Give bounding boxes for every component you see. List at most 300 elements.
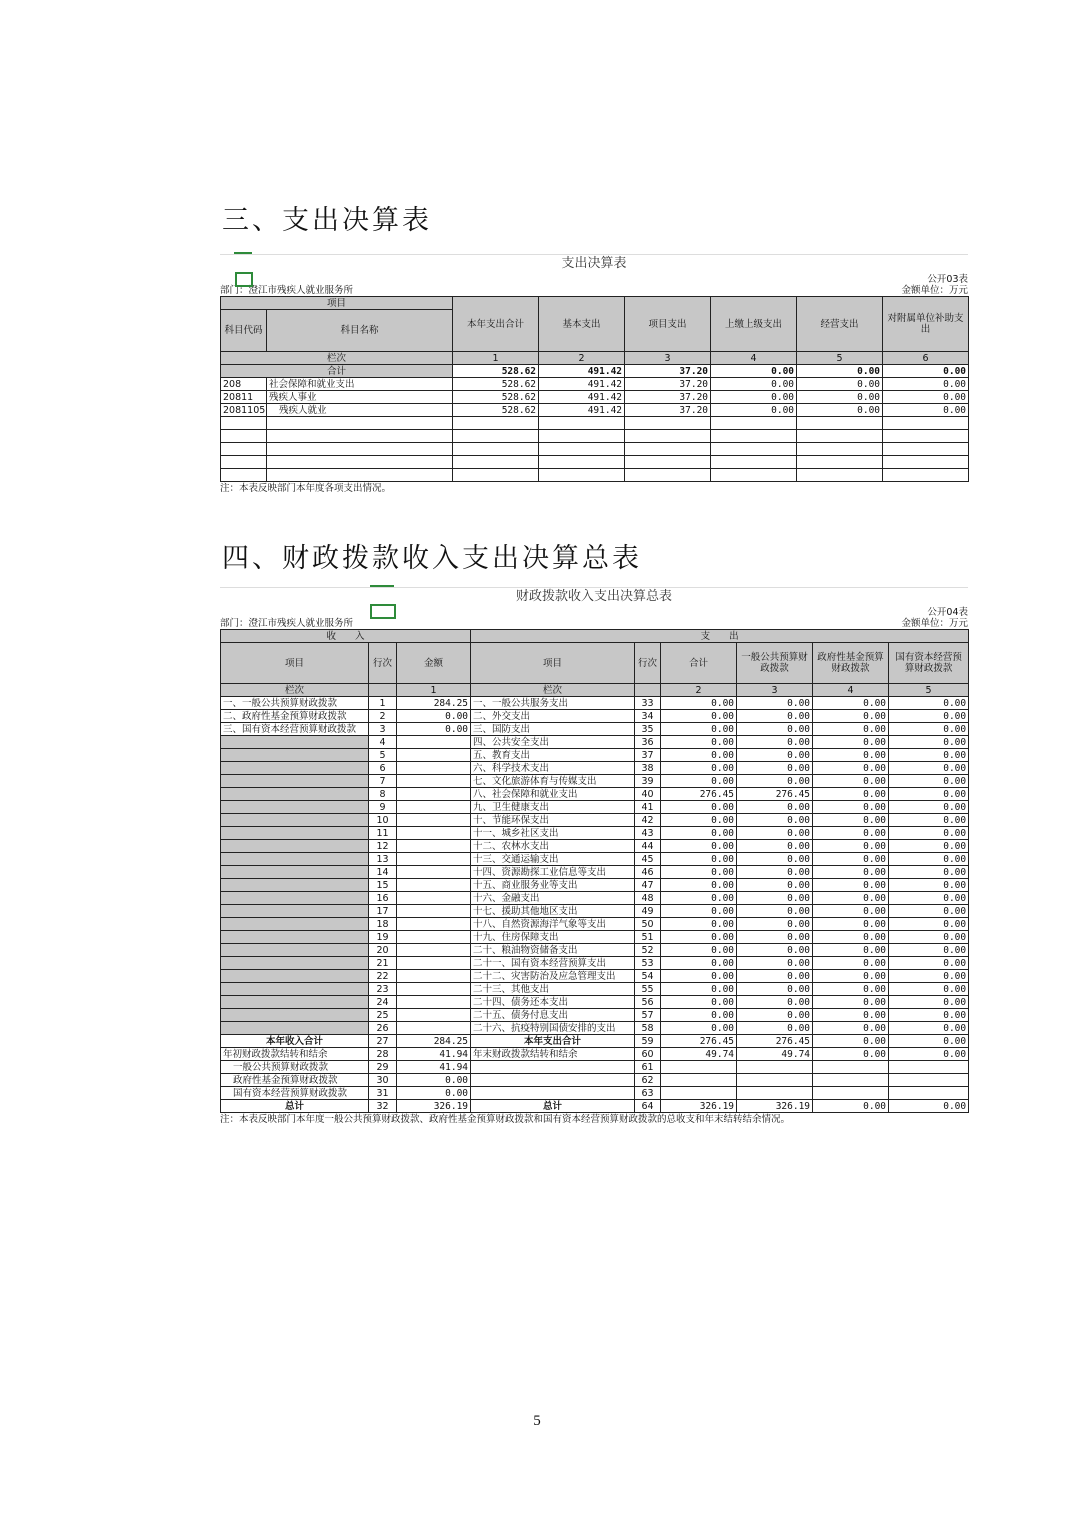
col-num: 4 [711,352,797,365]
value-cell: 0.00 [661,957,737,970]
header-item: 项目 [221,643,369,684]
value-cell: 0.00 [737,697,813,710]
expense-item-cell: 十七、援助其他地区支出 [471,905,635,918]
value-cell: 0.00 [737,918,813,931]
value-cell: 0.00 [813,944,889,957]
income-item-cell [221,931,369,944]
expense-item-cell: 二十六、抗疫特别国债安排的支出 [471,1022,635,1035]
table-row [221,814,969,827]
value-cell: 0.00 [661,879,737,892]
line-cell: 48 [635,892,661,905]
expense-item-cell: 十六、金融支出 [471,892,635,905]
value-cell [797,443,883,456]
expense-item-cell: 五、教育支出 [471,749,635,762]
line-cell: 22 [369,970,397,983]
value-cell [797,430,883,443]
code-cell: 208 [221,378,267,391]
line-cell: 61 [635,1061,661,1074]
expense-item-cell: 十二、农林水支出 [471,840,635,853]
total-cell: 528.62 [453,365,539,378]
value-cell [797,456,883,469]
value-cell: 276.45 [661,788,737,801]
amount-cell [397,866,471,879]
line-cell: 29 [369,1061,397,1074]
value-cell: 0.00 [737,866,813,879]
line-cell: 50 [635,918,661,931]
department-label: 部门：澄江市残疾人就业服务所 [220,618,354,629]
income-item-cell [221,840,369,853]
line-cell: 1 [369,697,397,710]
table-row [221,853,969,866]
value-cell: 0.00 [813,918,889,931]
value-cell [539,417,625,430]
value-cell: 0.00 [661,1009,737,1022]
value-cell [539,443,625,456]
col-num: 1 [453,352,539,365]
value-cell: 0.00 [889,905,969,918]
code-cell [221,417,267,430]
line-cell: 2 [369,710,397,723]
col-num: 2 [539,352,625,365]
amount-cell [397,918,471,931]
income-item-cell [221,983,369,996]
value-cell [737,1061,813,1074]
value-cell: 0.00 [889,814,969,827]
cell-selection-bar [370,585,394,587]
table-row [221,697,969,710]
line-cell: 24 [369,996,397,1009]
income-item-cell [221,775,369,788]
expense-item-cell: 十四、资源勘探工业信息等支出 [471,866,635,879]
expense-item-cell: 二十四、债务还本支出 [471,996,635,1009]
value-cell [883,443,969,456]
line-cell: 57 [635,1009,661,1022]
value-cell: 0.00 [813,931,889,944]
value-cell [539,456,625,469]
value-cell: 0.00 [737,892,813,905]
amount-cell [397,970,471,983]
line-cell: 42 [635,814,661,827]
page-number: 5 [533,1413,541,1429]
value-cell [813,1061,889,1074]
income-item-cell: 本年收入合计 [221,1035,369,1048]
value-cell: 491.42 [539,404,625,417]
line-cell: 64 [635,1100,661,1113]
value-cell: 0.00 [813,762,889,775]
value-cell: 0.00 [889,762,969,775]
income-item-cell: 二、政府性基金预算财政拨款 [221,710,369,723]
line-cell: 56 [635,996,661,1009]
value-cell [661,1074,737,1087]
form-code: 公开03表 [927,274,968,285]
value-cell: 49.74 [737,1048,813,1061]
value-cell: 0.00 [889,879,969,892]
value-cell: 0.00 [661,710,737,723]
value-cell [625,417,711,430]
col-num: 2 [661,684,737,697]
income-item-cell [221,970,369,983]
value-cell [889,1074,969,1087]
income-item-cell: 三、国有资本经营预算财政拨款 [221,723,369,736]
code-cell: 2081105 [221,404,267,417]
value-cell: 0.00 [813,814,889,827]
income-item-cell: 年初财政拨款结转和结余 [221,1048,369,1061]
line-cell: 45 [635,853,661,866]
value-cell: 0.00 [889,788,969,801]
code-cell: 20811 [221,391,267,404]
expense-header: 支 出 [471,630,969,643]
value-cell: 0.00 [889,775,969,788]
value-cell: 0.00 [813,957,889,970]
value-cell: 0.00 [813,1009,889,1022]
name-cell [267,456,453,469]
value-cell [625,469,711,482]
value-cell: 0.00 [883,378,969,391]
value-cell: 0.00 [813,775,889,788]
name-cell: 残疾人就业 [267,404,453,417]
table-row [221,443,969,456]
value-cell [625,456,711,469]
line-cell: 40 [635,788,661,801]
col-label: 栏次 [471,684,635,697]
value-cell: 0.00 [661,749,737,762]
value-cell: 0.00 [737,1009,813,1022]
empty-cell [635,684,661,697]
value-cell: 0.00 [737,762,813,775]
value-cell [813,1074,889,1087]
table-row [221,1048,969,1061]
table-row [221,775,969,788]
line-cell: 52 [635,944,661,957]
expense-item-cell: 十、节能环保支出 [471,814,635,827]
line-cell: 44 [635,840,661,853]
value-cell: 491.42 [539,391,625,404]
value-cell: 0.00 [711,391,797,404]
value-cell: 0.00 [813,840,889,853]
expense-item-cell: 二十、粮油物资储备支出 [471,944,635,957]
value-cell: 0.00 [737,905,813,918]
table-row [221,879,969,892]
value-cell [453,456,539,469]
header-gov-fund: 政府性基金预算财政拨款 [813,643,889,684]
total-cell: 0.00 [711,365,797,378]
line-cell: 28 [369,1048,397,1061]
income-item-cell [221,905,369,918]
table-row [221,710,969,723]
header-item: 项目 [471,643,635,684]
name-cell [267,469,453,482]
value-cell [453,417,539,430]
expense-item-cell: 九、卫生健康支出 [471,801,635,814]
expense-item-cell: 十三、交通运输支出 [471,853,635,866]
income-item-cell [221,853,369,866]
amount-cell: 0.00 [397,1074,471,1087]
value-cell: 0.00 [889,853,969,866]
value-cell: 0.00 [813,788,889,801]
col-label: 栏次 [221,352,453,365]
header-total: 合计 [661,643,737,684]
value-cell [539,469,625,482]
line-cell: 31 [369,1087,397,1100]
table-row [221,931,969,944]
value-cell: 0.00 [737,749,813,762]
income-item-cell [221,879,369,892]
total-cell: 491.42 [539,365,625,378]
col-num: 6 [883,352,969,365]
value-cell: 276.45 [737,788,813,801]
value-cell: 37.20 [625,391,711,404]
value-cell [737,1074,813,1087]
expense-item-cell: 八、社会保障和就业支出 [471,788,635,801]
line-cell: 54 [635,970,661,983]
table-row [221,827,969,840]
value-cell: 0.00 [889,723,969,736]
cell-selection-box[interactable] [235,272,253,287]
value-cell: 0.00 [661,970,737,983]
table-row [221,762,969,775]
total-cell: 0.00 [883,365,969,378]
amount-cell [397,944,471,957]
income-item-cell [221,788,369,801]
value-cell [883,430,969,443]
line-cell: 55 [635,983,661,996]
value-cell: 0.00 [813,1022,889,1035]
line-cell: 62 [635,1074,661,1087]
line-cell: 47 [635,879,661,892]
value-cell: 326.19 [661,1100,737,1113]
line-cell: 12 [369,840,397,853]
col-label: 栏次 [221,684,369,697]
income-item-cell: 政府性基金预算财政拨款 [221,1074,369,1087]
line-cell: 17 [369,905,397,918]
value-cell: 0.00 [883,391,969,404]
value-cell: 0.00 [711,378,797,391]
name-cell: 残疾人事业 [267,391,453,404]
value-cell: 528.62 [453,391,539,404]
sheet-title: 财政拨款收入支出决算总表 [515,589,672,604]
name-cell [267,443,453,456]
table-note: 注：本表反映部门本年度一般公共预算财政拨款、政府性基金预算财政拨款和国有资本经营预算财政拨款的总收支和年末结转结余情况。 [220,1114,791,1125]
table-row [221,430,969,443]
table-row [221,983,969,996]
value-cell [797,417,883,430]
amount-cell [397,814,471,827]
value-cell [711,469,797,482]
amount-cell [397,775,471,788]
table-row [221,723,969,736]
value-cell [711,443,797,456]
value-cell: 0.00 [813,853,889,866]
code-cell [221,443,267,456]
unit-label: 金额单位：万元 [901,285,968,296]
line-cell: 46 [635,866,661,879]
line-cell: 41 [635,801,661,814]
income-item-cell: 一般公共预算财政拨款 [221,1061,369,1074]
value-cell: 0.00 [889,840,969,853]
expense-table [220,296,969,482]
line-cell: 26 [369,1022,397,1035]
value-cell: 0.00 [661,840,737,853]
value-cell: 0.00 [813,1048,889,1061]
header-col-2: 基本支出 [539,297,625,352]
line-cell: 15 [369,879,397,892]
value-cell [453,469,539,482]
value-cell: 37.20 [625,378,711,391]
value-cell: 0.00 [883,404,969,417]
line-cell: 63 [635,1087,661,1100]
line-cell: 19 [369,931,397,944]
header-col-5: 经营支出 [797,297,883,352]
expense-item-cell: 二十五、债务付息支出 [471,1009,635,1022]
value-cell: 0.00 [737,736,813,749]
value-cell: 0.00 [797,378,883,391]
line-cell: 18 [369,918,397,931]
value-cell: 0.00 [737,879,813,892]
value-cell: 0.00 [661,853,737,866]
value-cell: 0.00 [813,697,889,710]
value-cell: 0.00 [889,1035,969,1048]
value-cell: 0.00 [661,1022,737,1035]
value-cell: 0.00 [889,749,969,762]
value-cell: 0.00 [737,970,813,983]
cell-selection-box[interactable] [370,604,396,619]
expense-sheet [220,254,968,496]
value-cell: 37.20 [625,404,711,417]
value-cell: 0.00 [889,970,969,983]
expense-item-cell [471,1061,635,1074]
header-amount: 金额 [397,643,471,684]
line-cell: 8 [369,788,397,801]
fiscal-table [220,629,969,1113]
value-cell: 0.00 [737,801,813,814]
value-cell: 0.00 [737,853,813,866]
amount-cell: 0.00 [397,710,471,723]
value-cell [453,443,539,456]
header-col-6: 对附属单位补助支出 [883,297,969,352]
line-cell: 23 [369,983,397,996]
value-cell: 0.00 [813,905,889,918]
amount-cell [397,996,471,1009]
value-cell: 0.00 [889,957,969,970]
value-cell [737,1087,813,1100]
value-cell: 0.00 [737,840,813,853]
header-state-capital: 国有资本经营预算财政拨款 [889,643,969,684]
unit-label: 金额单位：万元 [901,618,968,629]
value-cell: 0.00 [889,1100,969,1113]
expense-item-cell: 七、文化旅游体育与传媒支出 [471,775,635,788]
line-cell: 11 [369,827,397,840]
value-cell: 0.00 [737,814,813,827]
income-item-cell: 一、一般公共预算财政拨款 [221,697,369,710]
table-row [221,417,969,430]
header-name: 科目名称 [267,310,453,352]
value-cell: 0.00 [813,710,889,723]
col-num: 3 [737,684,813,697]
expense-item-cell [471,1087,635,1100]
amount-cell [397,1009,471,1022]
total-cell: 37.20 [625,365,711,378]
value-cell: 0.00 [889,827,969,840]
col-num: 5 [889,684,969,697]
value-cell: 0.00 [889,710,969,723]
table-row [221,788,969,801]
name-cell: 社会保障和就业支出 [267,378,453,391]
income-item-cell [221,957,369,970]
line-cell: 38 [635,762,661,775]
header-item: 项目 [221,297,453,310]
value-cell: 49.74 [661,1048,737,1061]
value-cell: 0.00 [889,866,969,879]
line-cell: 58 [635,1022,661,1035]
line-cell: 43 [635,827,661,840]
table-row [221,1035,969,1048]
amount-cell [397,931,471,944]
department-label: 部门：澄江市残疾人就业服务所 [220,285,354,296]
table-row [221,1074,969,1087]
amount-cell: 284.25 [397,1035,471,1048]
value-cell: 0.00 [889,1048,969,1061]
value-cell: 0.00 [737,1022,813,1035]
amount-cell [397,801,471,814]
income-item-cell [221,866,369,879]
amount-cell [397,905,471,918]
value-cell: 0.00 [661,775,737,788]
form-code: 公开04表 [927,607,968,618]
income-item-cell [221,827,369,840]
table-row [221,456,969,469]
line-cell: 20 [369,944,397,957]
value-cell: 0.00 [813,1035,889,1048]
expense-item-cell [471,1074,635,1087]
value-cell: 0.00 [813,970,889,983]
amount-cell [397,749,471,762]
line-cell: 14 [369,866,397,879]
value-cell: 0.00 [737,775,813,788]
table-row [221,840,969,853]
line-cell: 13 [369,853,397,866]
value-cell: 0.00 [737,983,813,996]
value-cell: 0.00 [813,827,889,840]
table-row [221,1087,969,1100]
income-item-cell [221,801,369,814]
section-heading-3: 三、支出决算表 [222,205,432,236]
amount-cell [397,788,471,801]
value-cell [453,430,539,443]
value-cell: 0.00 [889,931,969,944]
value-cell: 0.00 [737,710,813,723]
amount-cell [397,957,471,970]
col-num: 5 [797,352,883,365]
expense-item-cell: 十八、自然资源海洋气象等支出 [471,918,635,931]
income-item-cell: 总计 [221,1100,369,1113]
table-row [221,736,969,749]
value-cell: 0.00 [797,391,883,404]
income-item-cell [221,736,369,749]
value-cell: 0.00 [813,996,889,1009]
value-cell: 0.00 [813,892,889,905]
value-cell: 0.00 [737,957,813,970]
line-cell: 35 [635,723,661,736]
line-cell: 3 [369,723,397,736]
value-cell: 0.00 [737,931,813,944]
value-cell [711,430,797,443]
amount-cell [397,983,471,996]
value-cell: 0.00 [661,814,737,827]
header-col-4: 上缴上级支出 [711,297,797,352]
col-num: 3 [625,352,711,365]
table-row [221,957,969,970]
value-cell: 0.00 [661,697,737,710]
